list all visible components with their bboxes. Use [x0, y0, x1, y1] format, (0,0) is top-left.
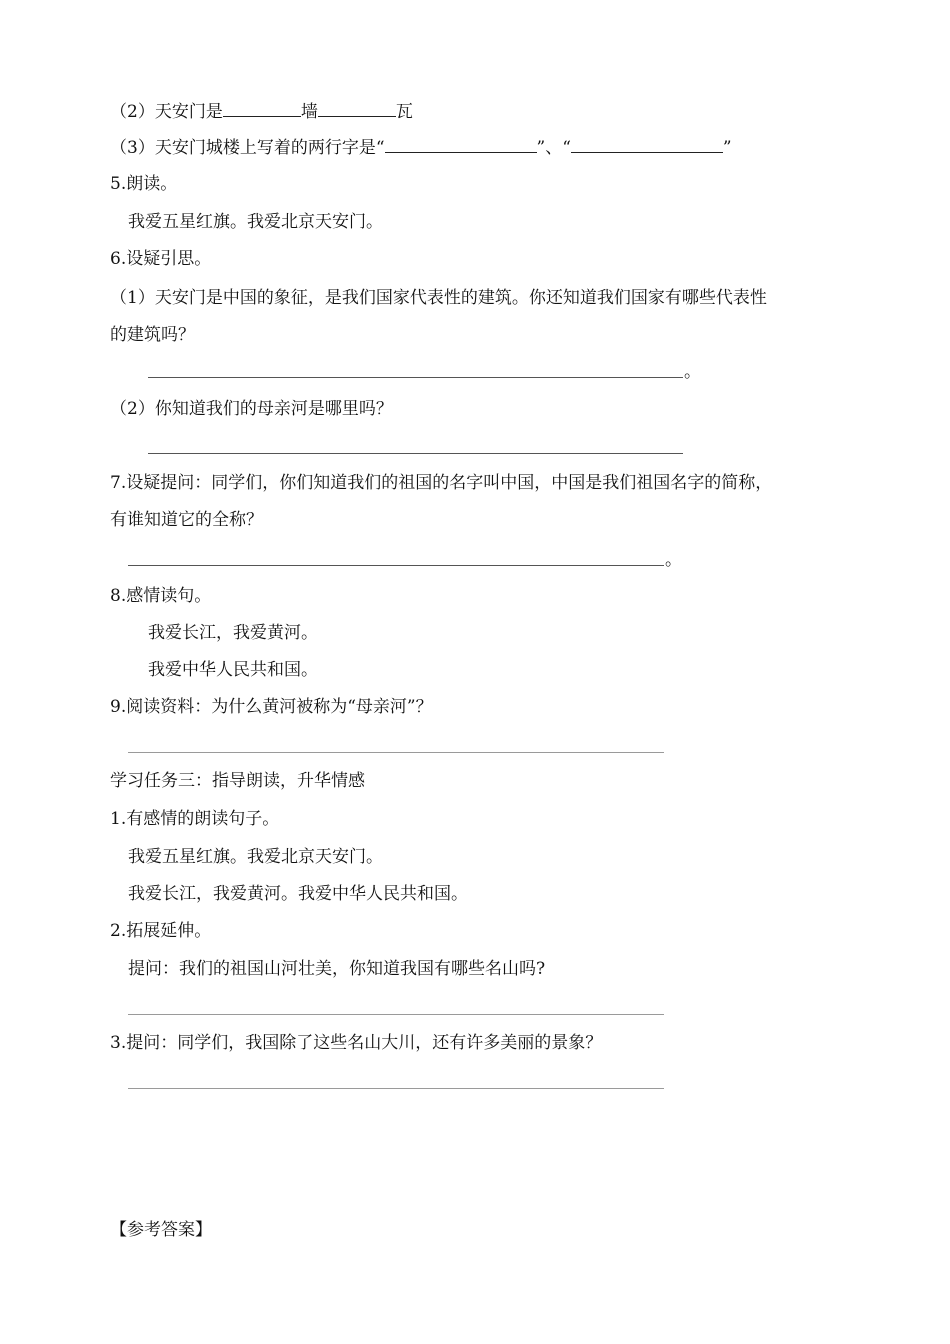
question-6-2: （2）你知道我们的母亲河是哪里吗？ [110, 399, 393, 419]
answer-blank [571, 136, 723, 153]
question-9: 9.阅读资料：为什么黄河被称为“母亲河”？ [110, 697, 433, 717]
answer-line-end: 。 [665, 550, 682, 570]
question-6-1-line2: 的建筑吗？ [110, 325, 195, 345]
question-5-title: 5.朗读。 [110, 174, 178, 194]
task-3-item-1-text2: 我爱长江，我爱黄河。我爱中华人民共和国。 [128, 884, 468, 904]
answer-blank [318, 100, 396, 117]
task-3-item-1-text1: 我爱五星红旗。我爱北京天安门。 [128, 847, 383, 867]
question-4-3: （3）天安门城楼上写着的两行字是“ ”、“ ” [110, 138, 732, 158]
task-3-item-2-text: 提问：我们的祖国山河壮美，你知道我国有哪些名山吗? [128, 959, 546, 979]
question-5-text: 我爱五星红旗。我爱北京天安门。 [128, 212, 383, 232]
answer-blank [223, 100, 301, 117]
question-6-1-line1: （1）天安门是中国的象征，是我们国家代表性的建筑。你还知道我们国家有哪些代表性 [110, 288, 767, 308]
task-3-heading: 学习任务三：指导朗读，升华情感 [110, 771, 365, 791]
answer-line [148, 453, 683, 454]
task-3-item-2-title: 2.拓展延伸。 [110, 921, 212, 941]
question-7-line1: 7.设疑提问：同学们，你们知道我们的祖国的名字叫中国，中国是我们祖国名字的简称， [110, 473, 773, 493]
task-3-item-3: 3.提问：同学们，我国除了这些名山大川，还有许多美丽的景象？ [110, 1033, 603, 1053]
reference-answers-heading: 【参考答案】 [110, 1220, 212, 1240]
question-6-title: 6.设疑引思。 [110, 249, 212, 269]
question-8-text2: 我爱中华人民共和国。 [148, 660, 318, 680]
answer-line [128, 1088, 664, 1089]
answer-line-end: 。 [684, 362, 701, 382]
answer-line [148, 377, 683, 378]
question-8-title: 8.感情读句。 [110, 586, 212, 606]
question-8-text1: 我爱长江，我爱黄河。 [148, 623, 318, 643]
answer-blank [385, 136, 537, 153]
question-4-2: （2）天安门是 墙 瓦 [110, 102, 413, 122]
answer-line [128, 565, 664, 566]
task-3-item-1-title: 1.有感情的朗读句子。 [110, 809, 280, 829]
answer-line [128, 1014, 664, 1015]
question-7-line2: 有谁知道它的全称？ [110, 510, 263, 530]
answer-line [128, 752, 664, 753]
